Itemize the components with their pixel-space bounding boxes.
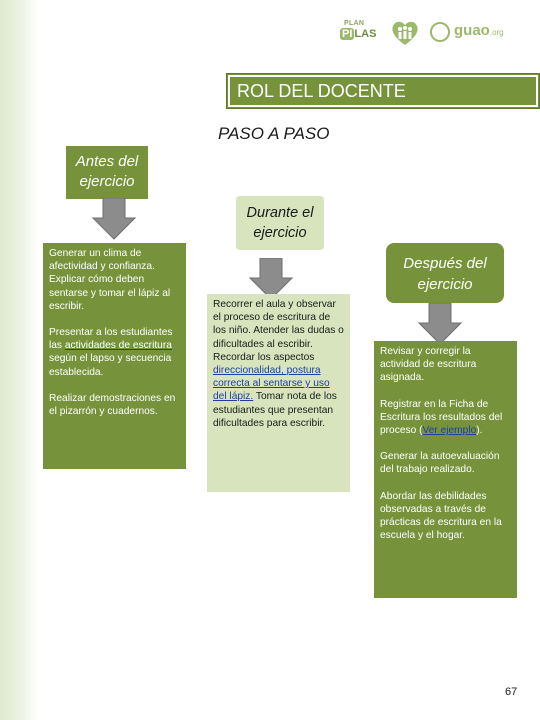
after-item-3: Generar la autoevaluación del trabajo realizado. — [380, 451, 500, 476]
stage-before-label: Antes del ejercicio — [75, 153, 139, 190]
left-decorative-stripe — [0, 0, 38, 720]
down-arrow-icon — [92, 198, 136, 240]
stage-after-header — [386, 243, 504, 303]
plan-lapiz-logo: PLAN PI LAS — [342, 20, 377, 40]
after-item-2: Registrar en la Ficha de Escritura los resultados del proceso (Ver ejemplo). — [380, 398, 503, 437]
page-subtitle: PASO A PASO — [218, 124, 330, 143]
page-title: ROL DEL DOCENTE — [237, 81, 406, 101]
page-number: 67 — [505, 686, 518, 698]
after-item-4: Abordar las debilidades observadas a través de prácticas de escritura en la escuela y el hogar. — [380, 490, 502, 542]
writing-activities-link[interactable]: actividades de escritura — [64, 340, 172, 352]
posture-link[interactable]: direccionalidad, postura correcta al sentarse y uso del lápiz. — [213, 365, 330, 403]
heart-people-icon — [390, 18, 420, 48]
during-item-1: Recorrer el aula y observar el proceso de escritura de los niño. Atender las dudas o dificultades al escribir. Recordar los aspectos direccionalidad, postura correcta al sentarse y uso del lápiz. Tomar nota de los estudiantes que presentan dificultades para escribir. — [213, 299, 344, 429]
before-item-3: Realizar demostraciones en el pizarrón y cuadernos. — [49, 392, 176, 418]
after-item-1: Revisar y corregir la actividad de escritura asignada. — [380, 346, 477, 384]
stage-during-header — [236, 196, 324, 250]
before-item-2: Presentar a los estudiantes las actividades de escritura según el lapso y secuencia establecida. — [49, 327, 173, 378]
stage-during-label: Durante el ejercicio — [246, 205, 314, 241]
guao-logo: guao.org — [430, 20, 510, 46]
header-logos — [338, 18, 508, 48]
see-example-link[interactable]: Ver ejemplo — [422, 425, 477, 437]
during-activities-panel — [207, 294, 350, 492]
down-arrow-icon — [418, 303, 462, 345]
before-activities-panel — [43, 243, 186, 469]
before-item-1: Generar un clima de afectividad y confianza. Explicar cómo deben sentarse y tomar el lápiz al escribir. — [49, 248, 171, 312]
stage-after-label: Después del ejercicio — [403, 255, 487, 293]
title-banner — [226, 73, 540, 109]
stage-before-header — [66, 146, 148, 199]
after-activities-panel — [374, 341, 517, 598]
